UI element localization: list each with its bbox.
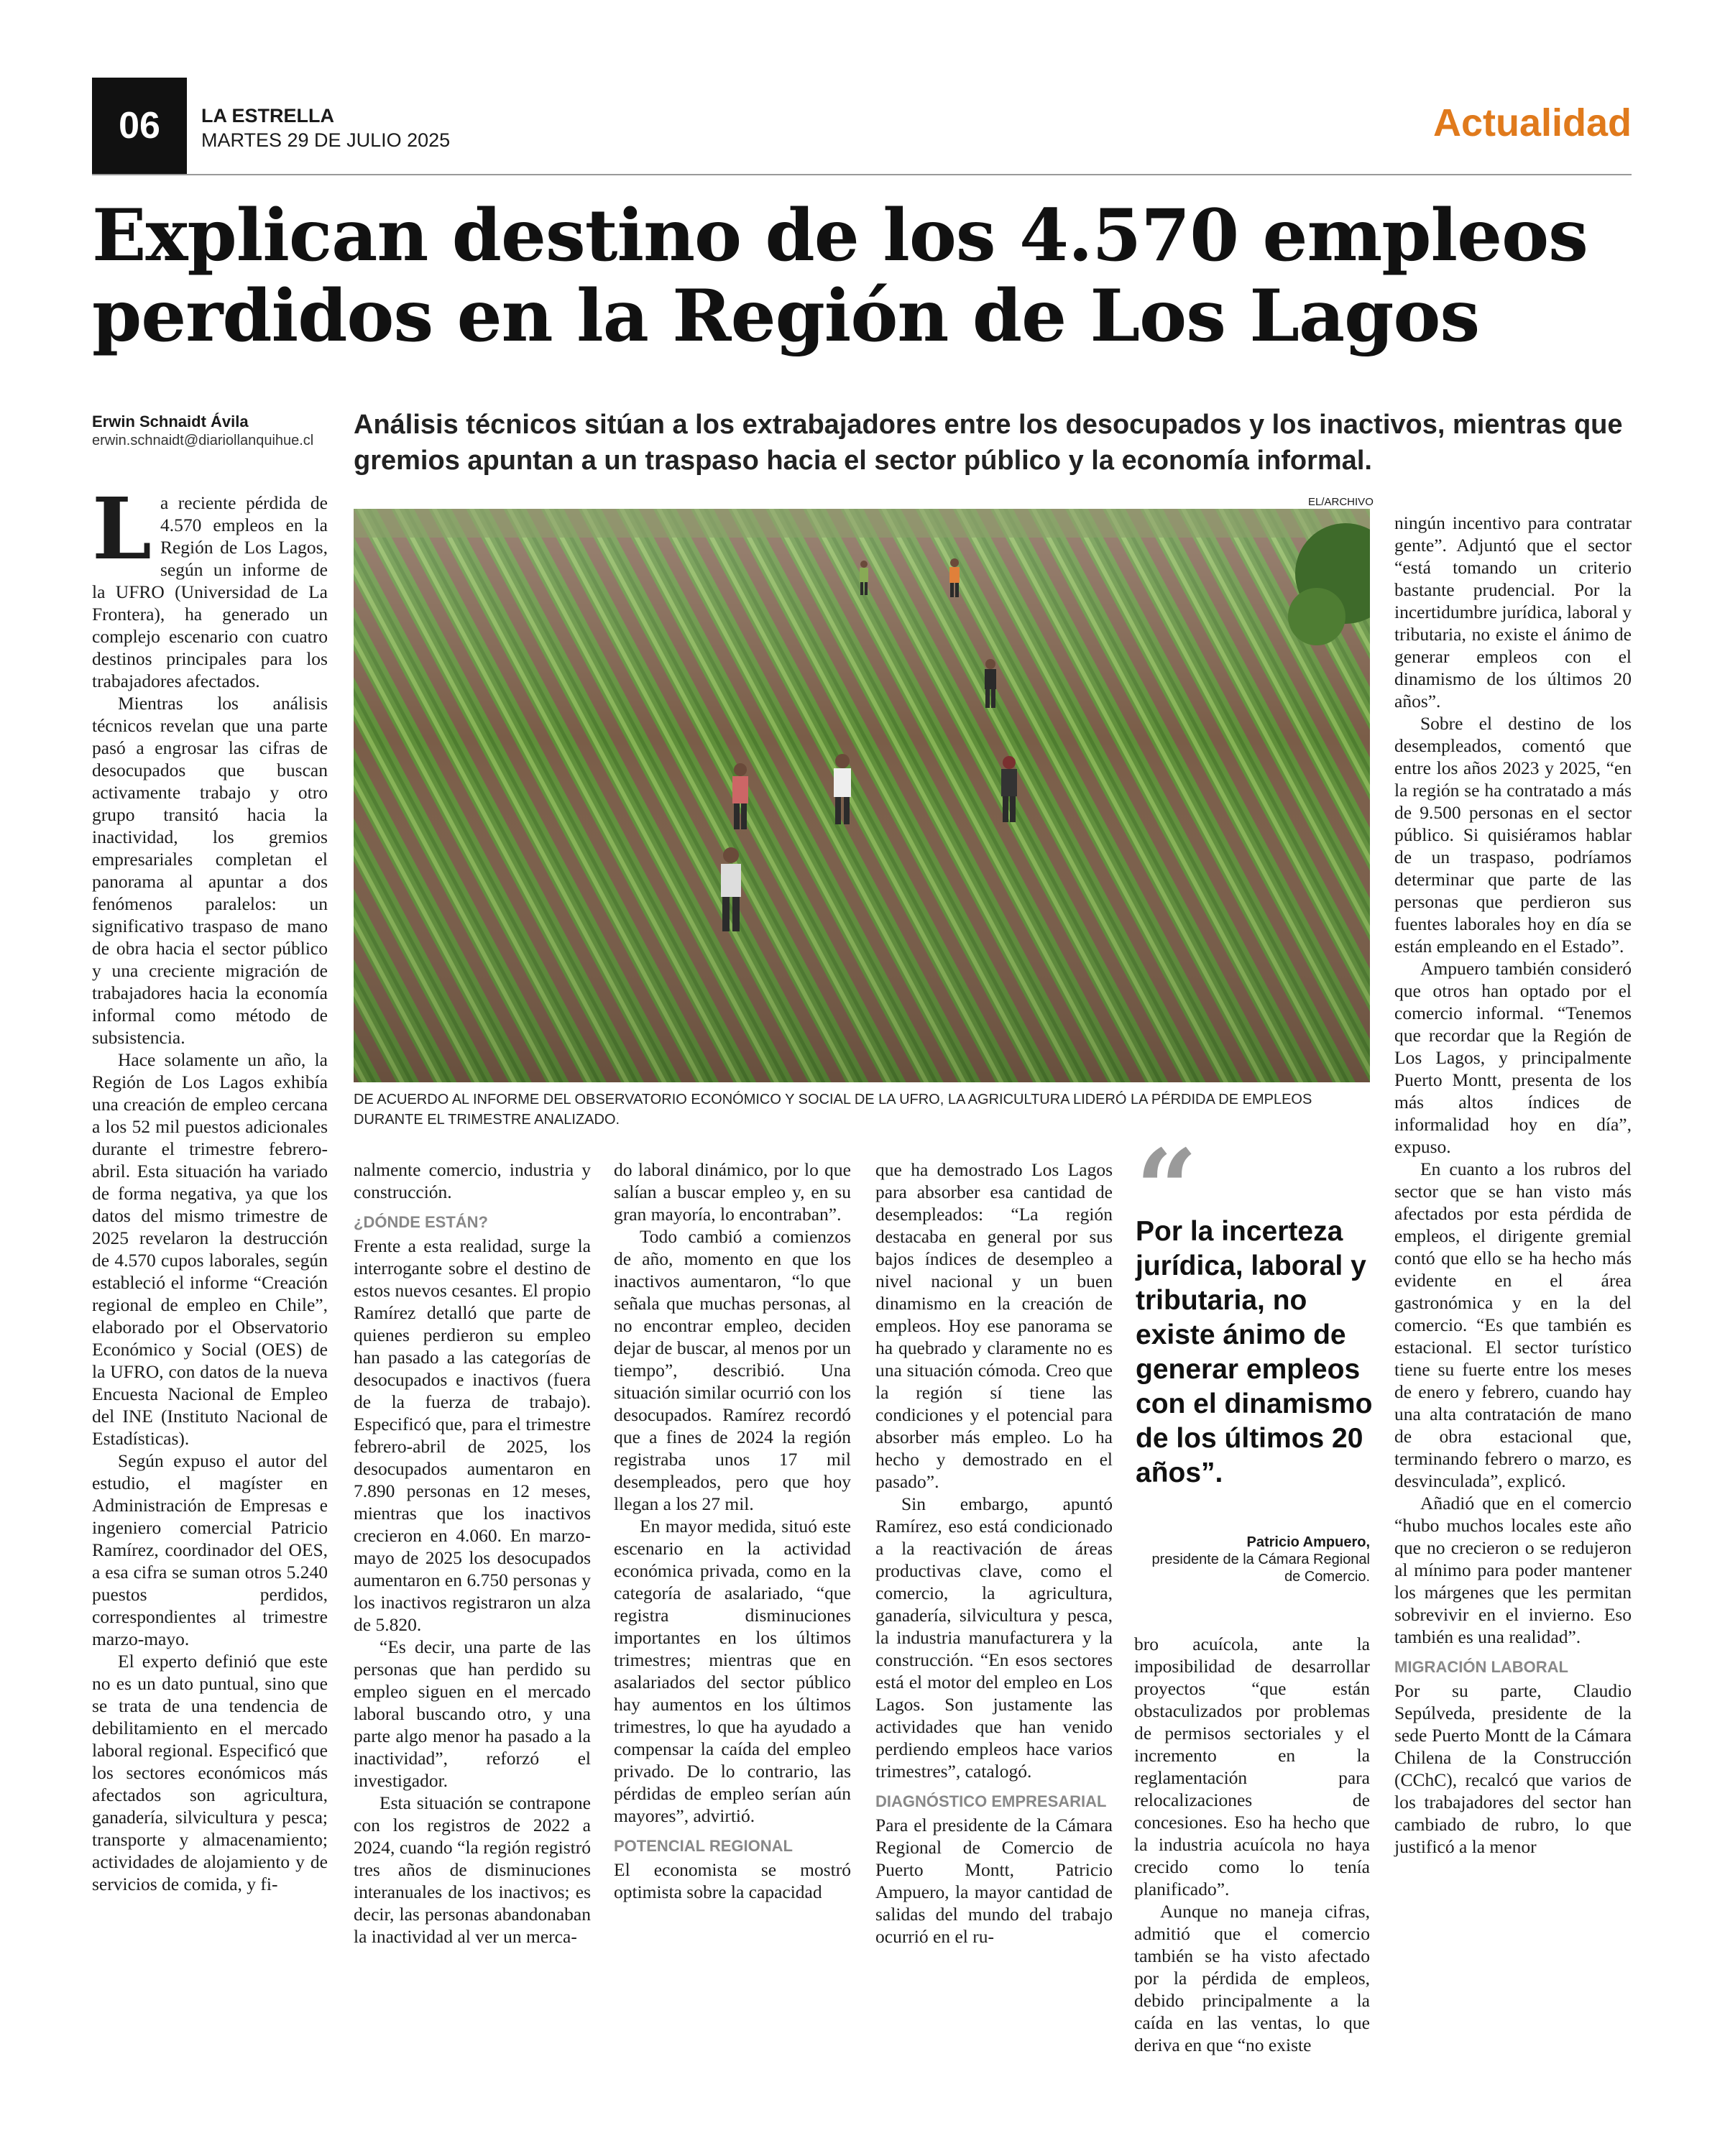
article-column-6 xyxy=(1394,512,1632,1858)
quote-mark-icon: “ xyxy=(1136,1126,1198,1253)
body-paragraph: Sin embargo, apuntó Ramírez, eso está condicionado a la reactivación de áreas productivas clave, como el comercio, la agricultura, ganadería, silvicultura y pesca, la industria manufacturera y la construcción. “En esos sectores está el motor del empleo en Los Lagos. Son justamente las actividades que han venido perdiendo empleos hace varios trimestres”, catalogó. xyxy=(875,1493,1113,1782)
body-paragraph: Hace solamente un año, la Región de Los Lagos exhibía una creación de empleo cercana a los 52 mil puestos adicionales durante el trimestre febrero-abril. Esta situación ha variado de forma negativa, ya que los datos del mismo trimestre de 2025 revelaron la destrucción de 4.570 cupos laborales, según estableció el informe “Creación regional de empleo en Chile”, elaborado por el Observatorio Económico y Social (OES) de la UFRO, con datos de la nueva Encuesta Nacional de Empleo del INE (Instituto Nacional de Estadísticas). xyxy=(92,1049,328,1449)
quote-attribution-role: presidente de la Cámara Regional de Comercio. xyxy=(1151,1552,1370,1585)
body-paragraph: Según expuso el autor del estudio, el magíster en Administración de Empresas e ingeniero comercial Patricio Ramírez, coordinador del OES, a esa cifra se suman otros 5.240 puestos perdidos, correspondientes al trimestre marzo-mayo. xyxy=(92,1450,328,1649)
section-subhead: ¿DÓNDE ESTÁN? xyxy=(354,1213,488,1231)
photo-credit: EL/ARCHIVO xyxy=(1308,496,1374,508)
body-paragraph: Esta situación se contrapone con los registros de 2022 a 2024, cuando “la región registró tres años de disminuciones interanuales de los inactivos; es decir, las personas abandonaban la inactividad al ver un merca- xyxy=(354,1792,591,1947)
photo-caption: DE ACUERDO AL INFORME DEL OBSERVATORIO ECONÓMICO Y SOCIAL DE LA UFRO, LA AGRICULTURA LIDERÓ LA PÉRDIDA DE EMPLEOS DURANTE EL TRIMESTRE ANALIZADO. xyxy=(354,1092,1312,1128)
body-paragraph: Mientras los análisis técnicos revelan que una parte pasó a engrosar las cifras de desocupados que buscan activamente trabajo y otro grupo transitó hacia la inactividad, los gremios empresariales completan el panorama al apuntar a dos fenómenos paralelos: un significativo traspaso de mano de obra hacia el sector público y una creciente migración de trabajadores hacia la economía informal como método de subsistencia. xyxy=(92,693,328,1048)
section-subhead: POTENCIAL REGIONAL xyxy=(614,1837,793,1855)
body-paragraph: “Es decir, una parte de las personas que han perdido su empleo siguen en el mercado laboral buscando otro, y una parte algo menor ha pasado a la inactividad”, reforzó el investigador. xyxy=(354,1636,591,1791)
article-column-1 xyxy=(92,479,328,1895)
newspaper-name: LA ESTRELLA xyxy=(201,105,334,126)
section-subhead: DIAGNÓSTICO EMPRESARIAL xyxy=(875,1792,1107,1810)
quote-attribution-name: Patricio Ampuero, xyxy=(1246,1534,1370,1550)
body-paragraph: que ha demostrado Los Lagos para absorber esa cantidad de desempleados: “La región destacaba en general por sus bajos índices de desempleo a nivel nacional y un buen dinamismo en la creación de empleos. Hoy ese panorama se ha quebrado y claramente no es una situación cómoda. Creo que la región sí tiene las condiciones y el potencial para absorber más empleo. Lo ha hecho y demostrado en el pasado”. xyxy=(875,1159,1113,1492)
body-paragraph: bro acuícola, ante la imposibilidad de desarrollar proyectos “que están obstaculizados por problemas de permisos sectoriales y el incremento en la reglamentación para relocalizaciones de concesiones. Eso ha hecho que la industria acuícola no haya crecido como lo tenía planificado”. xyxy=(1134,1634,1370,1899)
subheadline: Análisis técnicos sitúan a los extrabajadores entre los desocupados y los inactivos, mientras que gremios apuntan a un traspaso hacia el sector público y la economía informal. xyxy=(354,410,1623,476)
lead-paragraph: La reciente pérdida de 4.570 empleos en la Región de Los Lagos, según un informe de la UFRO (Universidad de La Frontera), ha generado un complejo escenario con cuatro destinos principales para los trabajadores afectados. xyxy=(92,479,328,691)
article-column-5 xyxy=(1134,1633,1370,2056)
page-number: 06 xyxy=(92,78,187,174)
article-column-2 xyxy=(354,1158,591,1948)
author-name: Erwin Schnaidt Ávila xyxy=(92,413,249,430)
section-name: Actualidad xyxy=(1432,101,1632,144)
header-rule xyxy=(92,174,1632,175)
body-paragraph: Por su parte, Claudio Sepúlveda, presidente de la sede Puerto Montt de la Cámara Chilena de la Construcción (CChC), recalcó que varios de los trabajadores del sector han cambiado de rubro, lo que justificó a la menor xyxy=(1394,1680,1632,1857)
issue-date: MARTES 29 DE JULIO 2025 xyxy=(201,129,451,151)
author-email: erwin.schnaidt@diariollanquihue.cl xyxy=(92,433,314,448)
farm-field-photo xyxy=(354,509,1370,1082)
body-paragraph: Frente a esta realidad, surge la interrogante sobre el destino de estos nuevos cesantes. El propio Ramírez detalló que parte de quienes perdieron su empleo han pasado a las categorías de desocupados e inactivos (fuera de la fuerza de trabajo). Especificó que, para el trimestre febrero-abril de 2025, los desocupados aumentaron en 7.890 personas en 12 meses, mientras que los inactivos crecieron en 4.060. En marzo-mayo de 2025 los desocupados aumentaron en 6.750 personas y los inactivos registraron un alza de 5.820. xyxy=(354,1235,591,1635)
body-paragraph: El economista se mostró optimista sobre la capacidad xyxy=(614,1859,851,1902)
body-paragraph: Aunque no maneja cifras, admitió que el comercio también se ha visto afectado por la pérdida de empleos, debido principalmente a la caída en las ventas, lo que deriva en que “no existe xyxy=(1134,1901,1370,2055)
body-paragraph: Todo cambió a comienzos de año, momento en que los inactivos aumentaron, “lo que señala que muchas personas, al no encontrar empleo, deciden dejar de buscar, al menos por un tiempo”, describió. Una situación similar ocurrió con los desocupados. Ramírez recordó que a fines de 2024 la región registraba unos 17 mil desempleados, pero que hoy llegan a los 27 mil. xyxy=(614,1226,851,1514)
body-paragraph: ningún incentivo para contratar gente”. Adjuntó que el sector “está tomando un criterio bastante prudencial. Por la incertidumbre jurídica, laboral y tributaria, no existe el ánimo de generar empleos con el dinamismo de los últimos 20 años”. xyxy=(1394,512,1632,711)
body-paragraph: En mayor medida, situó este escenario en la actividad económica privada, como en la categoría de asalariado, “que registra disminuciones importantes en los últimos trimestres; mientras que en asalariados del sector público hay aumentos en los últimos trimestres, lo que ha ayudado a compensar la caída del empleo privado. De lo contrario, las pérdidas de empleo serían aún mayores”, advirtió. xyxy=(614,1516,851,1826)
body-paragraph: Añadió que en el comercio “hubo muchos locales este año que no crecieron o se redujeron al mínimo para poder mantener los márgenes que les permitan sobrevivir en el invierno. Eso también es una realidad”. xyxy=(1394,1493,1632,1647)
article-column-3 xyxy=(614,1158,851,1903)
body-paragraph: do laboral dinámico, por lo que salían a buscar empleo y, en su gran mayoría, lo encontraban”. xyxy=(614,1159,851,1225)
body-paragraph: Sobre el destino de los desempleados, comentó que entre los años 2023 y 2025, “en la región se ha contratado a más de 9.500 personas en el sector público. Si quisiéramos hablar de un traspaso, podríamos determinar que parte de las personas que perdieron sus fuentes laborales hoy en día se están empleando en el Estado”. xyxy=(1394,713,1632,957)
section-subhead: MIGRACIÓN LABORAL xyxy=(1394,1658,1568,1676)
article-column-4 xyxy=(875,1158,1113,1948)
body-paragraph: Ampuero también consideró que otros han optado por el comercio informal. “Tenemos que recordar que la Región de Los Lagos, y principalmente Puerto Montt, presenta de los más altos índices de informalidad hoy en día”, expuso. xyxy=(1394,958,1632,1157)
drop-cap: L xyxy=(92,479,152,579)
body-paragraph: El experto definió que este no es un dato puntual, sino que se trata de una tendencia de debilitamiento en el mercado laboral regional. Especificó que los sectores económicos más afectados son agricultura, ganadería, silvicultura y pesca; transporte y almacenamiento; actividades de alojamiento y de servicios de comida, y fi- xyxy=(92,1651,328,1894)
body-paragraph: nalmente comercio, industria y construcción. xyxy=(354,1159,591,1202)
pull-quote: Por la incerteza jurídica, laboral y tributaria, no existe ánimo de generar empleos con el dinamismo de los últimos 20 años”. xyxy=(1136,1216,1373,1488)
body-paragraph: Para el presidente de la Cámara Regional de Comercio de Puerto Montt, Patricio Ampuero, la mayor cantidad de salidas del mundo del trabajo ocurrió en el ru- xyxy=(875,1815,1113,1947)
body-paragraph: En cuanto a los rubros del sector que se han visto más afectados por esta pérdida de empleos, el dirigente gremial contó que ello se ha hecho más evidente en el área gastronómica y en la del comercio. “Es que también es estacional. El sector turístico tiene su fuerte entre los meses de enero y febrero, cuando hay una alta contratación de mano de obra estacional que, terminando febrero o marzo, es desvinculada”, explicó. xyxy=(1394,1158,1632,1491)
headline: Explican destino de los 4.570 empleos perdidos en la Región de Los Lagos xyxy=(92,194,1588,358)
